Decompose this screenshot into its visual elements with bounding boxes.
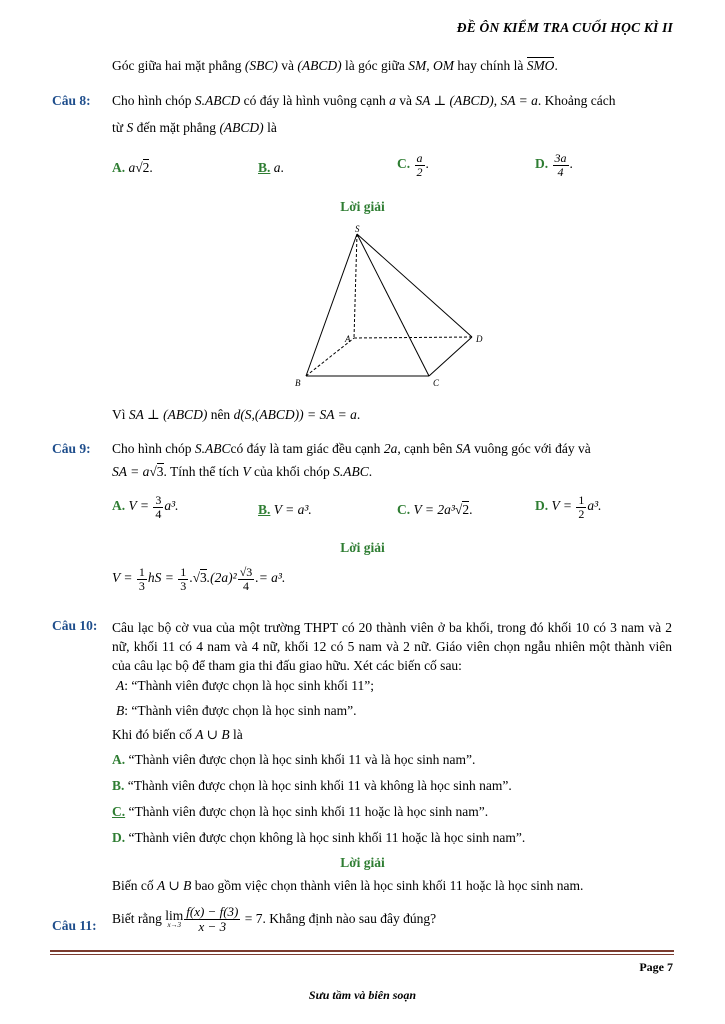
math: A — [116, 678, 125, 693]
denominator: 4 — [243, 578, 250, 593]
text: và — [395, 93, 416, 108]
text: là — [229, 727, 243, 742]
option-letter: D. — [112, 830, 126, 845]
q10-question — [112, 727, 243, 743]
option-text: “Thành viên được chọn là học sinh khối 11 và là học sinh nam”. — [128, 752, 476, 767]
math: SA ⊥ (ABCD) — [415, 93, 494, 108]
option-text: “Thành viên được chọn là học sinh khối 11 hoặc là học sinh nam”. — [128, 804, 489, 819]
math: A ∪ B — [157, 878, 192, 893]
text: Vì — [112, 407, 129, 422]
numerator: 1 — [138, 565, 145, 579]
math: hS = — [147, 570, 178, 586]
fraction — [184, 905, 240, 933]
math: a — [273, 160, 281, 175]
q8-option-d — [535, 152, 573, 178]
pyramid-figure — [285, 222, 495, 392]
numerator: 1 — [180, 565, 187, 579]
text: Biết rằng — [112, 911, 166, 927]
math: S.ABC — [194, 441, 231, 456]
text: : “Thành viên được chọn là học sinh khối 11”; — [124, 678, 375, 693]
text: có đáy là hình vuông cạnh — [240, 93, 390, 108]
denominator: 3 — [180, 578, 187, 593]
numerator: f(x) − f(3) — [186, 904, 239, 919]
text: nên — [207, 407, 234, 422]
text: đến mặt phẳng — [133, 120, 220, 135]
text: Cho hình chóp — [112, 93, 195, 108]
math: a³. — [587, 498, 602, 514]
q8-option-c — [397, 152, 429, 178]
question-label-11: Câu 11: — [52, 918, 97, 933]
text: vuông góc với đáy và — [470, 441, 591, 456]
limit-operator — [165, 909, 183, 930]
text: hay chính là — [453, 58, 527, 73]
math: d(S,(ABCD)) = SA = a — [233, 407, 357, 422]
question-label-8: Câu 8: — [52, 93, 91, 108]
fraction — [576, 494, 586, 520]
q8-stem — [112, 93, 672, 109]
option-letter: C. — [397, 502, 411, 517]
footer-rule-thick — [50, 950, 674, 952]
vertex-B: B — [295, 378, 301, 388]
option-letter: A. — [112, 160, 126, 175]
q8-option-b — [258, 160, 284, 176]
footer-rule-thin — [50, 954, 674, 955]
radicand: 2 — [142, 160, 150, 175]
q11-stem — [112, 905, 436, 933]
math: SM, OM — [408, 58, 454, 73]
q9-stem-line2: SA = a√3. Tính thể tích V của khối chóp S.ABC. — [112, 464, 373, 479]
math: V = — [128, 498, 153, 514]
text: : “Thành viên được chọn là học sinh nam”. — [124, 703, 357, 718]
fraction — [553, 152, 569, 178]
math: V = 2a³ — [413, 502, 455, 517]
math: 2a — [383, 441, 398, 456]
radicand: 2 — [462, 502, 470, 517]
text: là góc giữa — [341, 58, 409, 73]
q9-stem — [112, 441, 672, 457]
text: . — [356, 407, 361, 422]
math: .(2a)² — [206, 570, 237, 586]
option-text: “Thành viên được chọn là học sinh khối 11 và không là học sinh nam”. — [127, 778, 512, 793]
edge-SD — [357, 234, 472, 337]
numerator: a — [416, 151, 423, 165]
text: và — [277, 58, 298, 73]
fraction — [137, 566, 147, 592]
text: . Khoảng cách — [537, 93, 616, 108]
q8-stem-line2 — [112, 120, 672, 136]
numerator: 1 — [578, 493, 585, 507]
edge-SB — [306, 234, 357, 376]
math: (SBC) — [244, 58, 278, 73]
text: Góc giữa hai mặt phẳng — [112, 58, 245, 73]
denominator: 4 — [557, 164, 564, 179]
lim-text: lim — [165, 907, 184, 923]
math: (ABCD) — [297, 58, 342, 73]
angle-symbol: SMO — [526, 58, 555, 73]
fraction — [153, 494, 163, 520]
q10-solution-heading: Lời giải — [340, 855, 385, 870]
text: . Khẳng định nào sau đây đúng? — [262, 911, 437, 927]
text: . — [189, 570, 193, 586]
math: SA = a — [500, 93, 538, 108]
vertex-C: C — [433, 378, 440, 388]
fraction — [178, 566, 188, 592]
denominator: 2 — [416, 164, 423, 179]
q9-option-b — [258, 502, 312, 518]
math: .= a³. — [255, 570, 286, 586]
math: SA ⊥ (ABCD) — [128, 407, 208, 422]
math: SA — [455, 441, 471, 456]
math: V = — [112, 570, 136, 586]
denominator: 3 — [138, 578, 145, 593]
denominator: 4 — [155, 506, 162, 521]
q9-solution-heading: Lời giải — [340, 540, 385, 555]
numerator: 3 — [155, 493, 162, 507]
q10-option-d — [112, 830, 525, 846]
q8-option-a: A. a√2. — [112, 160, 153, 175]
vertex-S: S — [355, 224, 360, 234]
option-letter: A. — [112, 498, 126, 514]
math: (ABCD) — [219, 120, 264, 135]
numerator: √3 — [239, 565, 253, 579]
q8-solution-heading: Lời giải — [340, 199, 385, 214]
text: Khi đó biến cố — [112, 727, 196, 742]
option-letter: B. — [258, 160, 271, 175]
math: V = — [551, 498, 576, 514]
math: S.ABCD — [194, 93, 241, 108]
q10-option-b — [112, 778, 512, 794]
q10-stem: Câu lạc bộ cờ vua của một trường THPT có 20 thành viên ở ba khối, trong đó khối 10 có 3 nam và 2 nữ, khối 11 có 4 nam và 4 nữ, khối 12 có 5 nam và 2 nữ. Giáo viên chọn ngẫu nhiên một thành viên của câu lạc bộ để tham gia thi đấu giao hữu. Xét các biến cố sau: — [112, 620, 672, 673]
denominator: 2 — [578, 506, 585, 521]
math: B — [116, 703, 125, 718]
q10-event-b — [116, 703, 357, 719]
q10-event-a — [116, 678, 374, 694]
q7-conclusion — [112, 58, 672, 74]
text: Cho hình chóp — [112, 441, 195, 456]
radicand: 3 — [156, 464, 164, 479]
q9-option-a — [112, 494, 179, 520]
question-label-9: Câu 9: — [52, 441, 91, 456]
numerator: 3a — [554, 151, 567, 165]
option-text: “Thành viên được chọn không là học sinh khối 11 hoặc là học sinh nam”. — [128, 830, 526, 845]
text: . Tính thể tích — [163, 464, 243, 479]
fraction — [415, 152, 425, 178]
denominator: x − 3 — [198, 918, 227, 934]
page-number: Page 7 — [639, 960, 673, 974]
math: = 7 — [241, 911, 263, 927]
text: . — [569, 156, 573, 172]
math: SA = a — [112, 464, 150, 479]
math: a³. — [164, 498, 179, 514]
q10-option-c — [112, 804, 488, 820]
text: từ — [112, 120, 127, 135]
option-letter: B. — [258, 502, 271, 517]
math: a — [389, 93, 396, 108]
radicand: 3 — [200, 570, 207, 586]
footer-source: Sưu tầm và biên soạn — [308, 988, 417, 1002]
option-letter: B. — [112, 778, 125, 793]
text: , — [493, 93, 501, 108]
vertex-A: A — [345, 334, 351, 344]
math: S — [126, 120, 134, 135]
q9-solution-formula: V = $\frac{1}{3}$ hS = $\frac{1}{3}$ .√3.(2a)² $\frac{√3}{4}$ .= a³. — [112, 565, 286, 593]
math: a — [128, 160, 136, 175]
text: . — [149, 160, 153, 175]
edge-CD — [429, 337, 472, 376]
page-header-title: ĐỀ ÔN KIỂM TRA CUỐI HỌC KÌ II — [456, 20, 673, 35]
q10-option-a — [112, 752, 475, 768]
edge-SA — [354, 234, 357, 338]
text: có đáy là tam giác đều cạnh — [230, 441, 384, 456]
text: . — [425, 156, 429, 172]
lim-subscript: x→3 — [167, 921, 182, 930]
text: là — [263, 120, 277, 135]
text: của khối chóp — [250, 464, 334, 479]
text: . — [368, 464, 373, 479]
text: , cạnh bên — [397, 441, 456, 456]
q9-option-d — [535, 494, 602, 520]
q8-solution-text — [112, 407, 672, 423]
option-letter: D. — [535, 156, 549, 172]
option-letter: A. — [112, 752, 126, 767]
fraction — [238, 566, 255, 592]
edge-AD — [354, 337, 472, 338]
q10-solution-text — [112, 878, 672, 894]
q9-option-c: C. V = 2a³√2. — [397, 502, 473, 517]
text: . — [280, 160, 284, 175]
text: Biến cố — [112, 878, 157, 893]
text: . — [469, 502, 473, 517]
vertex-D: D — [476, 334, 483, 344]
option-letter: C. — [112, 804, 126, 819]
math: V = a³. — [273, 502, 312, 517]
math: S.ABC — [333, 464, 369, 479]
math: A ∪ B — [195, 727, 230, 742]
text: . — [554, 58, 558, 73]
text: bao gồm việc chọn thành viên là học sinh khối 11 hoặc là học sinh nam. — [191, 878, 584, 893]
option-letter: D. — [535, 498, 549, 514]
question-label-10: Câu 10: — [52, 618, 98, 633]
option-letter: C. — [397, 156, 411, 172]
edge-SC — [357, 234, 429, 376]
math: V — [242, 464, 251, 479]
